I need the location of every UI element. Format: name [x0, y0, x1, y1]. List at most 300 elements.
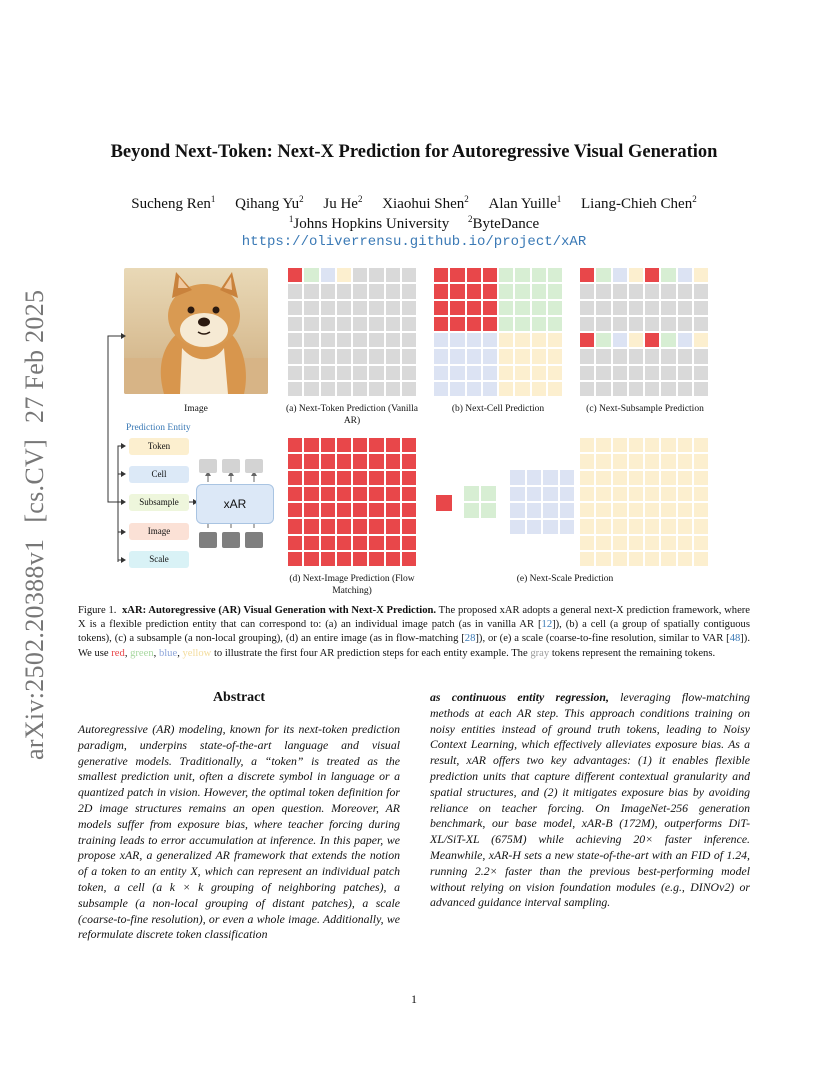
grid-cell [661, 284, 675, 298]
grid-cell [386, 268, 400, 282]
grid-cell [515, 284, 529, 298]
grid-cell [434, 333, 448, 347]
grid-cell [304, 301, 318, 315]
grid-cell [645, 503, 659, 517]
grid-cell [450, 333, 464, 347]
grid-cell [321, 536, 335, 550]
grid-cell [483, 301, 497, 315]
grid-cell [402, 503, 416, 517]
grid-cell [386, 552, 400, 566]
grid-cell [661, 268, 675, 282]
grid-cell [450, 301, 464, 315]
grid-cell [288, 268, 302, 282]
grid-cell [694, 366, 708, 380]
grid-cell [596, 487, 610, 501]
grid-cell [596, 438, 610, 452]
grid-cell [402, 454, 416, 468]
grid-cell [434, 366, 448, 380]
grid-cell [386, 333, 400, 347]
grid-cell [304, 536, 318, 550]
grid-cell [678, 487, 692, 501]
grid-cell [596, 268, 610, 282]
grid-cell [288, 552, 302, 566]
entity-token: Token [129, 438, 189, 455]
grid-cell [467, 317, 481, 331]
grid-cell [596, 552, 610, 566]
grid-cell [386, 382, 400, 396]
grid-cell [386, 349, 400, 363]
grid-cell [450, 268, 464, 282]
grid-cell [596, 301, 610, 315]
grid-cell [580, 471, 594, 485]
grid-cell [337, 366, 351, 380]
grid-cell [596, 471, 610, 485]
grid-cell [386, 301, 400, 315]
grid-cell [288, 333, 302, 347]
grid-cell [288, 301, 302, 315]
panel-a-caption: (a) Next-Token Prediction (Vanilla AR) [285, 404, 419, 426]
grid-cell [532, 349, 546, 363]
grid-cell [629, 366, 643, 380]
grid-cell [629, 333, 643, 347]
grid-cell [629, 382, 643, 396]
grid-cell [661, 536, 675, 550]
grid-cell [483, 366, 497, 380]
grid-cell [353, 382, 367, 396]
grid-cell [532, 317, 546, 331]
grid-cell [548, 349, 562, 363]
grid-cell [450, 349, 464, 363]
grid-cell [467, 349, 481, 363]
grid-cell [678, 519, 692, 533]
grid-cell [596, 454, 610, 468]
grid-cell [548, 268, 562, 282]
grid-cell [402, 487, 416, 501]
grid-cell [596, 284, 610, 298]
grid-cell [678, 301, 692, 315]
grid-cell [515, 382, 529, 396]
grid-cell [596, 536, 610, 550]
grid-cell [402, 438, 416, 452]
grid-cell [580, 284, 594, 298]
grid-cell [629, 471, 643, 485]
grid-cell [694, 471, 708, 485]
grid-cell [450, 366, 464, 380]
grid-cell [386, 487, 400, 501]
grid-cell [596, 503, 610, 517]
grid-cell [613, 301, 627, 315]
grid-cell [386, 471, 400, 485]
grid-cell [386, 284, 400, 298]
grid-cell [580, 317, 594, 331]
grid-cell [580, 333, 594, 347]
grid-cell [613, 552, 627, 566]
grid-cell [543, 487, 558, 502]
grid-cell [596, 317, 610, 331]
grid-cell [337, 333, 351, 347]
grid-cell [499, 268, 513, 282]
grid-cell [353, 366, 367, 380]
grid-cell [434, 349, 448, 363]
grid-cell [369, 284, 383, 298]
grid-cell [304, 333, 318, 347]
author: Alan Yuille$^1$ [488, 194, 562, 212]
grid-cell [515, 333, 529, 347]
grid-cell [613, 317, 627, 331]
entity-cell: Cell [129, 466, 189, 483]
grid-cell [613, 438, 627, 452]
grid-cell [645, 366, 659, 380]
arxiv-subject: [cs.CV] [20, 438, 49, 523]
grid-cell [560, 470, 575, 485]
grid-cell [337, 317, 351, 331]
grid-cell [560, 520, 575, 535]
grid-cell [580, 487, 594, 501]
grid-cell [694, 317, 708, 331]
affiliations: $^1$Johns Hopkins University $^2$ByteDance [288, 214, 540, 232]
scale-1-grid [436, 495, 452, 511]
grid-cell [353, 349, 367, 363]
author: Xiaohui Shen$^2$ [382, 194, 469, 212]
panel-d-caption: (d) Next-Image Prediction (Flow Matching) [289, 574, 415, 596]
grid-cell [304, 317, 318, 331]
grid-cell [694, 519, 708, 533]
grid-cell [548, 317, 562, 331]
grid-cell [532, 333, 546, 347]
grid-cell [369, 301, 383, 315]
grid-cell [402, 268, 416, 282]
grid-cell [288, 519, 302, 533]
grid-cell [481, 486, 496, 501]
grid-cell [678, 317, 692, 331]
grid-cell [321, 284, 335, 298]
grid-cell [613, 366, 627, 380]
citation-link[interactable]: 48 [729, 633, 741, 645]
grid-cell [543, 520, 558, 535]
grid-cell [353, 268, 367, 282]
grid-cell [288, 438, 302, 452]
grid-cell [645, 536, 659, 550]
grid-cell [527, 487, 542, 502]
grid-cell [467, 268, 481, 282]
entity-subsample: Subsample [129, 494, 189, 511]
grid-cell [510, 503, 525, 518]
grid-cell [321, 366, 335, 380]
grid-cell [645, 487, 659, 501]
grid-cell [645, 454, 659, 468]
input-token [245, 459, 263, 473]
grid-cell [678, 454, 692, 468]
grid-cell [402, 333, 416, 347]
grid-cell [288, 471, 302, 485]
grid-cell [288, 503, 302, 517]
grid-cell [661, 349, 675, 363]
grid-cell [434, 301, 448, 315]
grid-cell [580, 349, 594, 363]
grid-cell [499, 317, 513, 331]
grid-cell [613, 382, 627, 396]
grid-cell [304, 438, 318, 452]
input-token [222, 459, 240, 473]
grid-cell [304, 503, 318, 517]
grid-cell [510, 487, 525, 502]
grid-cell [467, 301, 481, 315]
grid-cell [661, 382, 675, 396]
grid-cell [629, 503, 643, 517]
output-token [222, 532, 240, 548]
grid-cell [532, 382, 546, 396]
grid-cell [450, 284, 464, 298]
grid-cell [464, 486, 479, 501]
grid-cell [337, 268, 351, 282]
grid-cell [499, 366, 513, 380]
grid-cell [337, 349, 351, 363]
grid-cell [596, 333, 610, 347]
grid-cell [369, 382, 383, 396]
grid-cell [353, 471, 367, 485]
grid-cell [629, 438, 643, 452]
grid-cell [694, 487, 708, 501]
grid-cell [580, 366, 594, 380]
grid-cell [661, 519, 675, 533]
grid-cell [288, 454, 302, 468]
grid-cell [288, 349, 302, 363]
grid-cell [678, 438, 692, 452]
grid-cell [678, 552, 692, 566]
grid-cell [629, 349, 643, 363]
page-number: 1 [411, 992, 417, 1006]
citation-link[interactable]: 12 [541, 619, 553, 631]
grid-cell [678, 333, 692, 347]
grid-cell [613, 471, 627, 485]
grid-cell [645, 438, 659, 452]
grid-cell [386, 519, 400, 533]
grid-cell [337, 487, 351, 501]
scale-3-grid [510, 470, 574, 534]
grid-cell [321, 471, 335, 485]
grid-cell [464, 503, 479, 518]
grid-cell [304, 284, 318, 298]
grid-cell [596, 349, 610, 363]
grid-cell [353, 487, 367, 501]
grid-cell [304, 366, 318, 380]
grid-cell [386, 503, 400, 517]
grid-cell [580, 268, 594, 282]
grid-cell [645, 349, 659, 363]
grid-cell [337, 284, 351, 298]
grid-cell [499, 349, 513, 363]
grid-cell [337, 301, 351, 315]
grid-cell [580, 301, 594, 315]
grid-cell [483, 333, 497, 347]
grid-cell [645, 301, 659, 315]
grid-cell [560, 487, 575, 502]
grid-cell [532, 366, 546, 380]
grid-cell [499, 284, 513, 298]
grid-cell [580, 519, 594, 533]
author: Ju He$^2$ [323, 194, 363, 212]
grid-cell [402, 366, 416, 380]
grid-cell [288, 382, 302, 396]
grid-cell [548, 301, 562, 315]
grid-cell [353, 503, 367, 517]
grid-cell [369, 536, 383, 550]
grid-cell [532, 268, 546, 282]
panel-b-caption: (b) Next-Cell Prediction [451, 404, 545, 414]
next-subsample-grid [580, 268, 708, 396]
grid-cell [337, 438, 351, 452]
grid-cell [436, 495, 452, 511]
grid-cell [678, 536, 692, 550]
grid-cell [353, 519, 367, 533]
grid-cell [694, 454, 708, 468]
grid-cell [661, 366, 675, 380]
abstract-heading: Abstract [212, 690, 266, 705]
grid-cell [369, 471, 383, 485]
grid-cell [548, 366, 562, 380]
grid-cell [369, 552, 383, 566]
grid-cell [580, 438, 594, 452]
scale-4-grid [580, 438, 708, 566]
grid-cell [580, 552, 594, 566]
project-url-link[interactable]: https://oliverrensu.github.io/project/xAR [241, 234, 587, 250]
grid-cell [402, 284, 416, 298]
grid-cell [402, 471, 416, 485]
grid-cell [629, 552, 643, 566]
output-token [245, 532, 263, 548]
grid-cell [629, 536, 643, 550]
grid-cell [694, 333, 708, 347]
grid-cell [543, 470, 558, 485]
grid-cell [402, 536, 416, 550]
grid-cell [321, 454, 335, 468]
grid-cell [645, 382, 659, 396]
arxiv-side-label [20, 290, 50, 760]
grid-cell [629, 317, 643, 331]
grid-cell [613, 349, 627, 363]
grid-cell [304, 552, 318, 566]
grid-cell [321, 349, 335, 363]
grid-cell [515, 349, 529, 363]
grid-cell [548, 333, 562, 347]
grid-cell [288, 487, 302, 501]
next-image-grid [288, 438, 416, 566]
grid-cell [515, 317, 529, 331]
grid-cell [645, 317, 659, 331]
grid-cell [613, 519, 627, 533]
grid-cell [694, 349, 708, 363]
grid-cell [353, 333, 367, 347]
grid-cell [304, 349, 318, 363]
grid-cell [434, 317, 448, 331]
grid-cell [353, 438, 367, 452]
grid-cell [629, 301, 643, 315]
grid-cell [402, 301, 416, 315]
grid-cell [661, 317, 675, 331]
figure-caption: Figure 1. xAR: Autoregressive (AR) Visual Generation with Next-X Prediction. The proposed xAR adopts a general next-X prediction framework, where X is a flexible prediction entity that can correspond to: (a) an individual image patch (as in vanilla AR [12]), (b) a cell (a group of spatially contiguous tokens), (c) a subsample (a non-local grouping), (d) an entire image (as in flow-matching [28]), or (e) a scale (coarse-to-fine resolution, similar to VAR [48]). We use red, green, blue, yellow to illustrate the first four AR prediction steps for each entity example. The gray tokens represent the remaining tokens. [78, 605, 751, 659]
panel-c-caption: (c) Next-Subsample Prediction [586, 404, 704, 414]
grid-cell [548, 382, 562, 396]
grid-cell [645, 471, 659, 485]
grid-cell [369, 268, 383, 282]
grid-cell [694, 268, 708, 282]
grid-cell [678, 349, 692, 363]
grid-cell [402, 552, 416, 566]
grid-cell [527, 470, 542, 485]
grid-cell [527, 520, 542, 535]
grid-cell [483, 349, 497, 363]
grid-cell [629, 268, 643, 282]
grid-cell [543, 503, 558, 518]
grid-cell [402, 382, 416, 396]
grid-cell [369, 487, 383, 501]
grid-cell [450, 317, 464, 331]
author: Liang-Chieh Chen$^2$ [580, 194, 697, 212]
grid-cell [678, 503, 692, 517]
image-label: Image [184, 404, 208, 414]
grid-cell [337, 552, 351, 566]
grid-cell [596, 382, 610, 396]
grid-cell [337, 503, 351, 517]
grid-cell [678, 284, 692, 298]
grid-cell [596, 366, 610, 380]
grid-cell [515, 366, 529, 380]
grid-cell [694, 284, 708, 298]
grid-cell [694, 552, 708, 566]
grid-cell [645, 552, 659, 566]
grid-cell [353, 536, 367, 550]
grid-cell [434, 268, 448, 282]
abstract-column-1: Autoregressive (AR) modeling, known for its next-token prediction paradigm, underpins state-of-the-art language and visual generative models. Traditionally, a “token” is treated as the smallest prediction unit, often a discrete symbol in language or a quantized patch in vision. However, the optimal token definition for 2D image structures remains an open question. Moreover, AR models suffer from exposure bias, where teacher forcing during training leads to error accumulation at inference. In this paper, we propose xAR, a generalized AR framework that extends the notion of a token to an entity X, which can represent an individual patch token, a cell (a k × k grouping of neighboring patches), a subsample (a non-local grouping of distant patches), a scale (coarse-to-fine resolution), or even a whole image. Additionally, we reformulate discrete token classification [78, 722, 400, 942]
grid-cell [386, 317, 400, 331]
grid-cell [548, 284, 562, 298]
grid-cell [369, 519, 383, 533]
grid-cell [304, 382, 318, 396]
grid-cell [580, 454, 594, 468]
grid-cell [369, 333, 383, 347]
arxiv-date: 27 Feb 2025 [20, 289, 49, 423]
grid-cell [596, 519, 610, 533]
grid-cell [499, 382, 513, 396]
grid-cell [467, 366, 481, 380]
grid-cell [483, 317, 497, 331]
grid-cell [629, 487, 643, 501]
grid-cell [386, 438, 400, 452]
grid-cell [629, 519, 643, 533]
grid-cell [694, 536, 708, 550]
grid-cell [386, 536, 400, 550]
grid-cell [580, 382, 594, 396]
grid-cell [304, 519, 318, 533]
grid-cell [532, 284, 546, 298]
grid-cell [369, 454, 383, 468]
next-cell-grid [434, 268, 562, 396]
citation-link[interactable]: 28 [464, 633, 476, 645]
grid-cell [321, 552, 335, 566]
grid-cell [288, 317, 302, 331]
grid-cell [483, 268, 497, 282]
grid-cell [467, 382, 481, 396]
grid-cell [481, 503, 496, 518]
grid-cell [560, 503, 575, 518]
grid-cell [532, 301, 546, 315]
grid-cell [678, 382, 692, 396]
grid-cell [288, 284, 302, 298]
grid-cell [288, 366, 302, 380]
grid-cell [694, 438, 708, 452]
grid-cell [304, 471, 318, 485]
grid-cell [661, 471, 675, 485]
